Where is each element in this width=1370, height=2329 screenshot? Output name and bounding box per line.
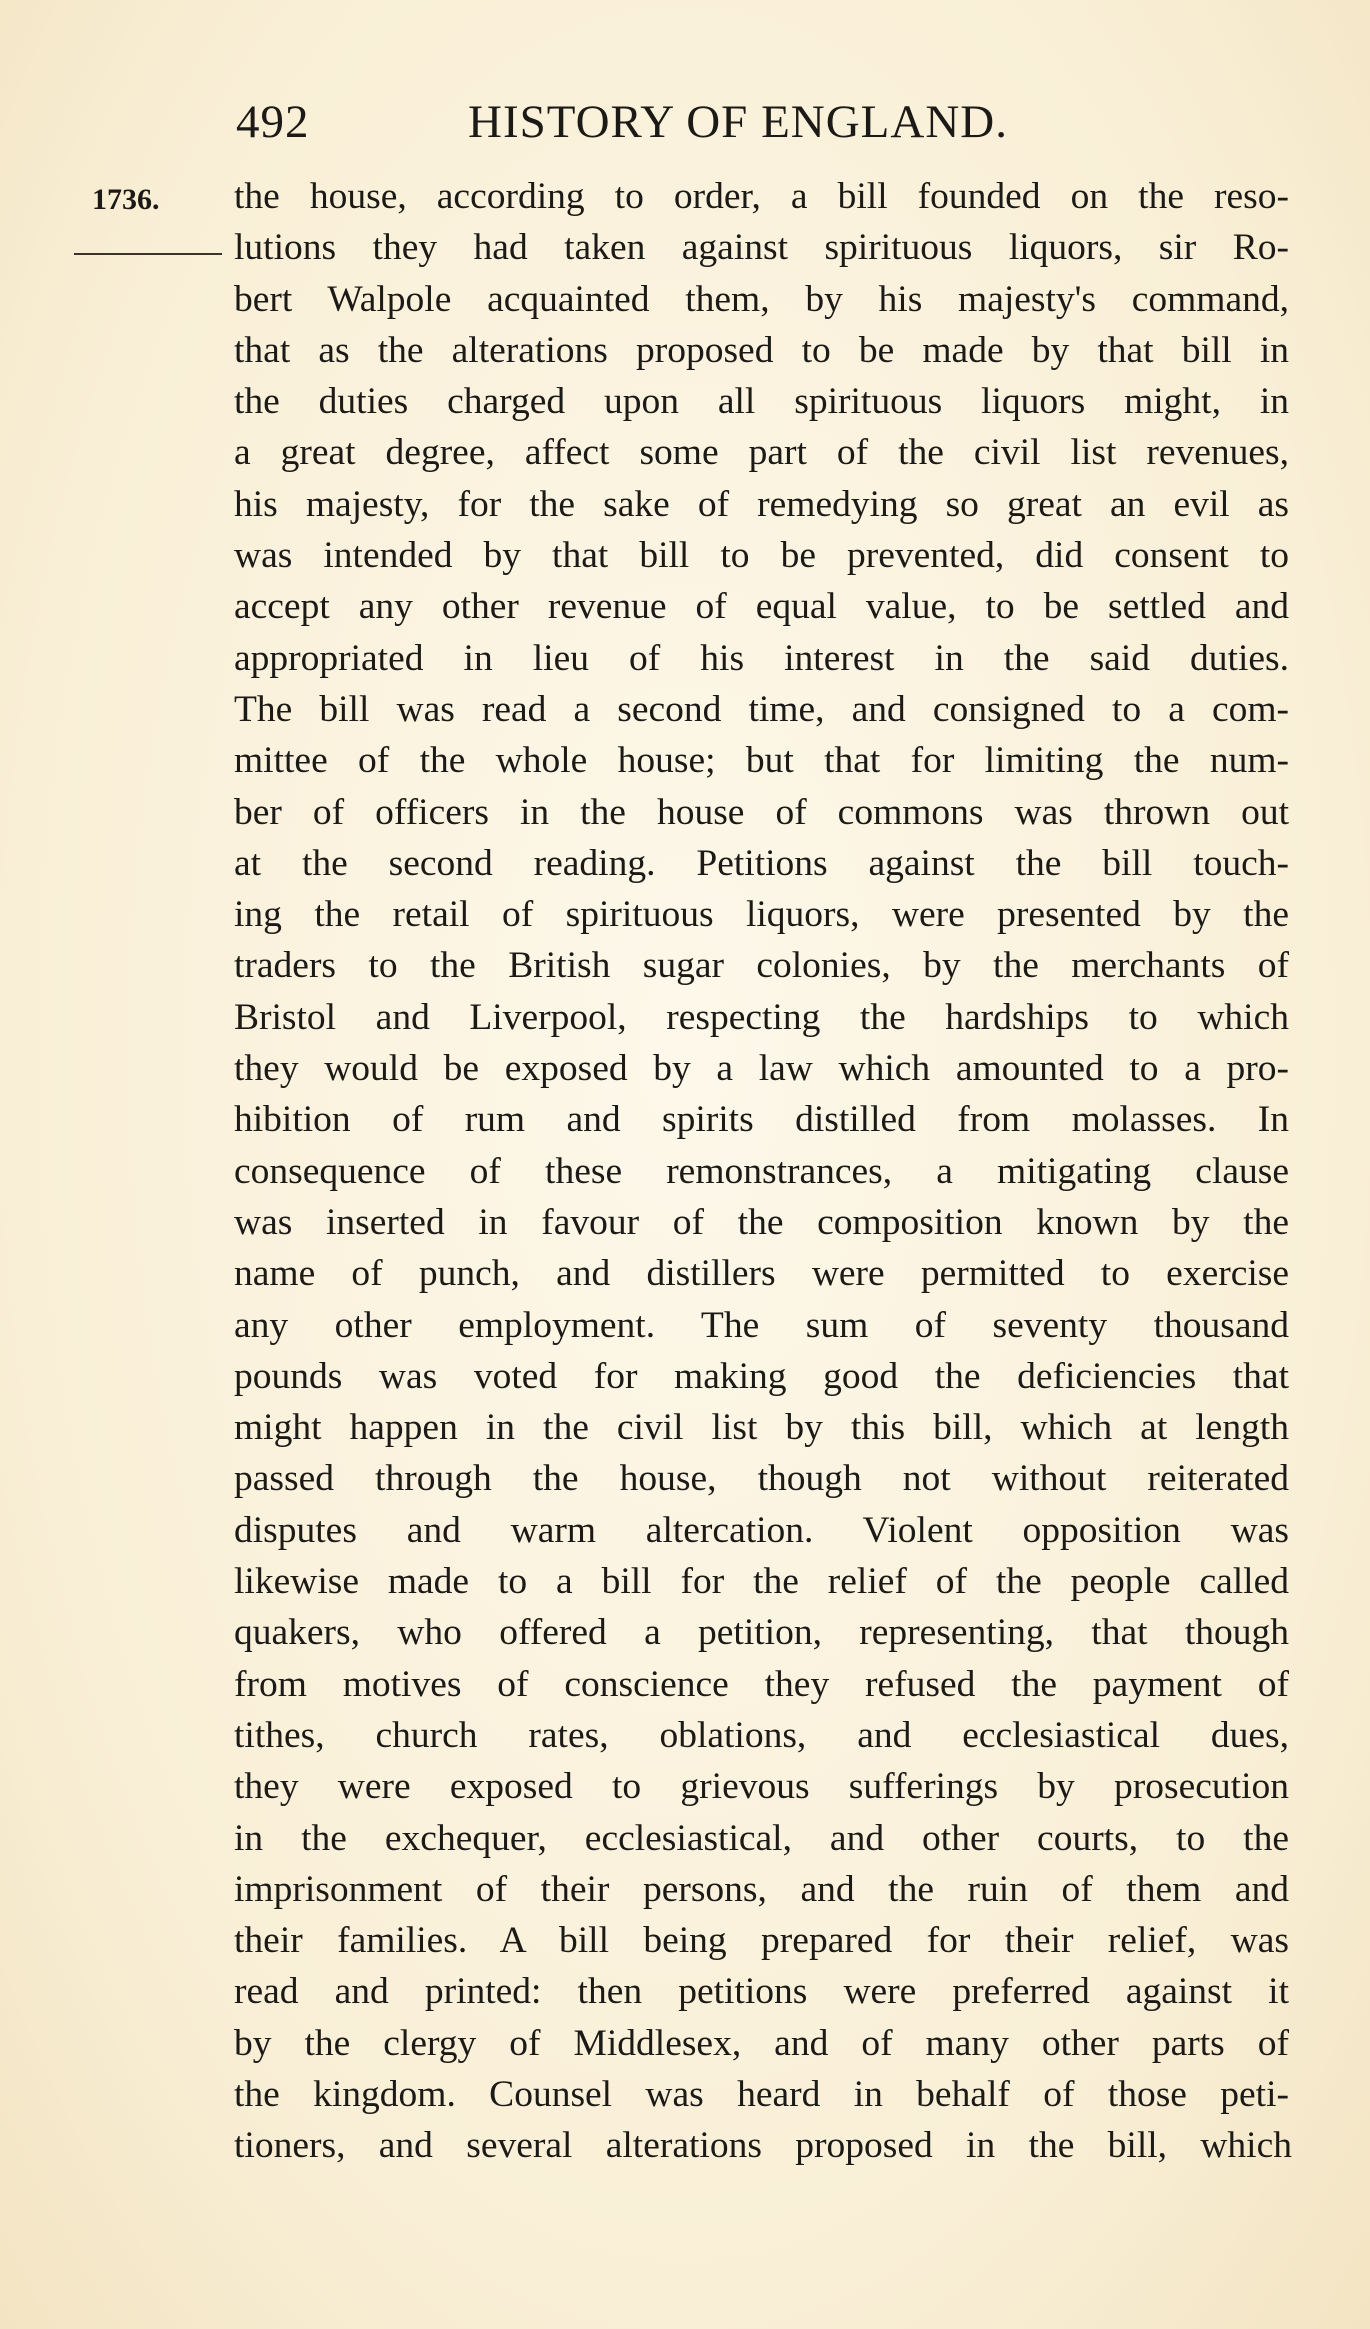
margin-year: 1736. [92,183,160,216]
text-line: tioners, and several alterations proposed in the bill, which [234,2125,1292,2167]
text-line: in the exchequer, ecclesiastical, and other courts, to the [234,1817,1289,1859]
text-line: appropriated in lieu of his interest in the said duties. [234,637,1289,679]
text-line: pounds was voted for making good the deficiencies that [234,1355,1289,1397]
text-line: the kingdom. Counsel was heard in behalf of those peti- [234,2073,1289,2115]
text-line: disputes and warm altercation. Violent opposition was [234,1509,1289,1551]
text-line: name of punch, and distillers were permitted to exercise [234,1253,1289,1295]
page-number: 492 [236,96,310,148]
text-line: hibition of rum and spirits distilled from molasses. In [234,1099,1289,1141]
text-line: ber of officers in the house of commons was thrown out [234,791,1289,833]
text-line: they were exposed to grievous sufferings by prosecution [234,1766,1289,1808]
text-line: quakers, who offered a petition, representing, that though [234,1612,1289,1654]
text-line: might happen in the civil list by this bill, which at length [234,1407,1289,1449]
text-line: imprisonment of their persons, and the ruin of them and [234,1868,1289,1910]
running-title: HISTORY OF ENGLAND. [468,96,1008,148]
text-line: bert Walpole acquainted them, by his majesty's command, [234,278,1289,320]
text-line: from motives of conscience they refused the payment of [234,1663,1289,1705]
text-line: likewise made to a bill for the relief of the people called [234,1561,1289,1603]
text-line: lutions they had taken against spirituous liquors, sir Ro- [234,227,1289,269]
running-head [236,95,1066,155]
text-line: the duties charged upon all spirituous liquors might, in [234,381,1289,423]
text-line: was intended by that bill to be prevented, did consent to [234,535,1289,577]
text-line: a great degree, affect some part of the civil list revenues, [234,432,1289,474]
text-line: Bristol and Liverpool, respecting the hardships to which [234,996,1289,1038]
text-line: that as the alterations proposed to be made by that bill in [234,329,1289,371]
text-line: the house, according to order, a bill founded on the reso- [234,176,1289,217]
body-text [234,171,1294,2172]
text-line: The bill was read a second time, and consigned to a com- [234,688,1289,730]
text-line: any other employment. The sum of seventy thousand [234,1304,1289,1346]
text-line: traders to the British sugar colonies, by the merchants of [234,945,1289,987]
text-line: was inserted in favour of the composition known by the [234,1201,1289,1243]
text-line: by the clergy of Middlesex, and of many other parts of [234,2022,1289,2064]
text-line: read and printed: then petitions were preferred against it [234,1971,1289,2013]
text-line: their families. A bill being prepared for their relief, was [234,1920,1289,1962]
text-line: passed through the house, though not without reiterated [234,1458,1289,1500]
text-line: they would be exposed by a law which amounted to a pro- [234,1048,1289,1090]
text-line: accept any other revenue of equal value, to be settled and [234,586,1289,628]
text-line: consequence of these remonstrances, a mitigating clause [234,1150,1289,1192]
text-line: tithes, church rates, oblations, and ecclesiastical dues, [234,1714,1289,1756]
text-line: his majesty, for the sake of remedying so great an evil as [234,483,1289,525]
margin-rule [74,253,222,255]
text-line: at the second reading. Petitions against the bill touch- [234,842,1289,884]
text-line: mittee of the whole house; but that for limiting the num- [234,740,1289,782]
text-line: ing the retail of spirituous liquors, were presented by the [234,894,1289,936]
